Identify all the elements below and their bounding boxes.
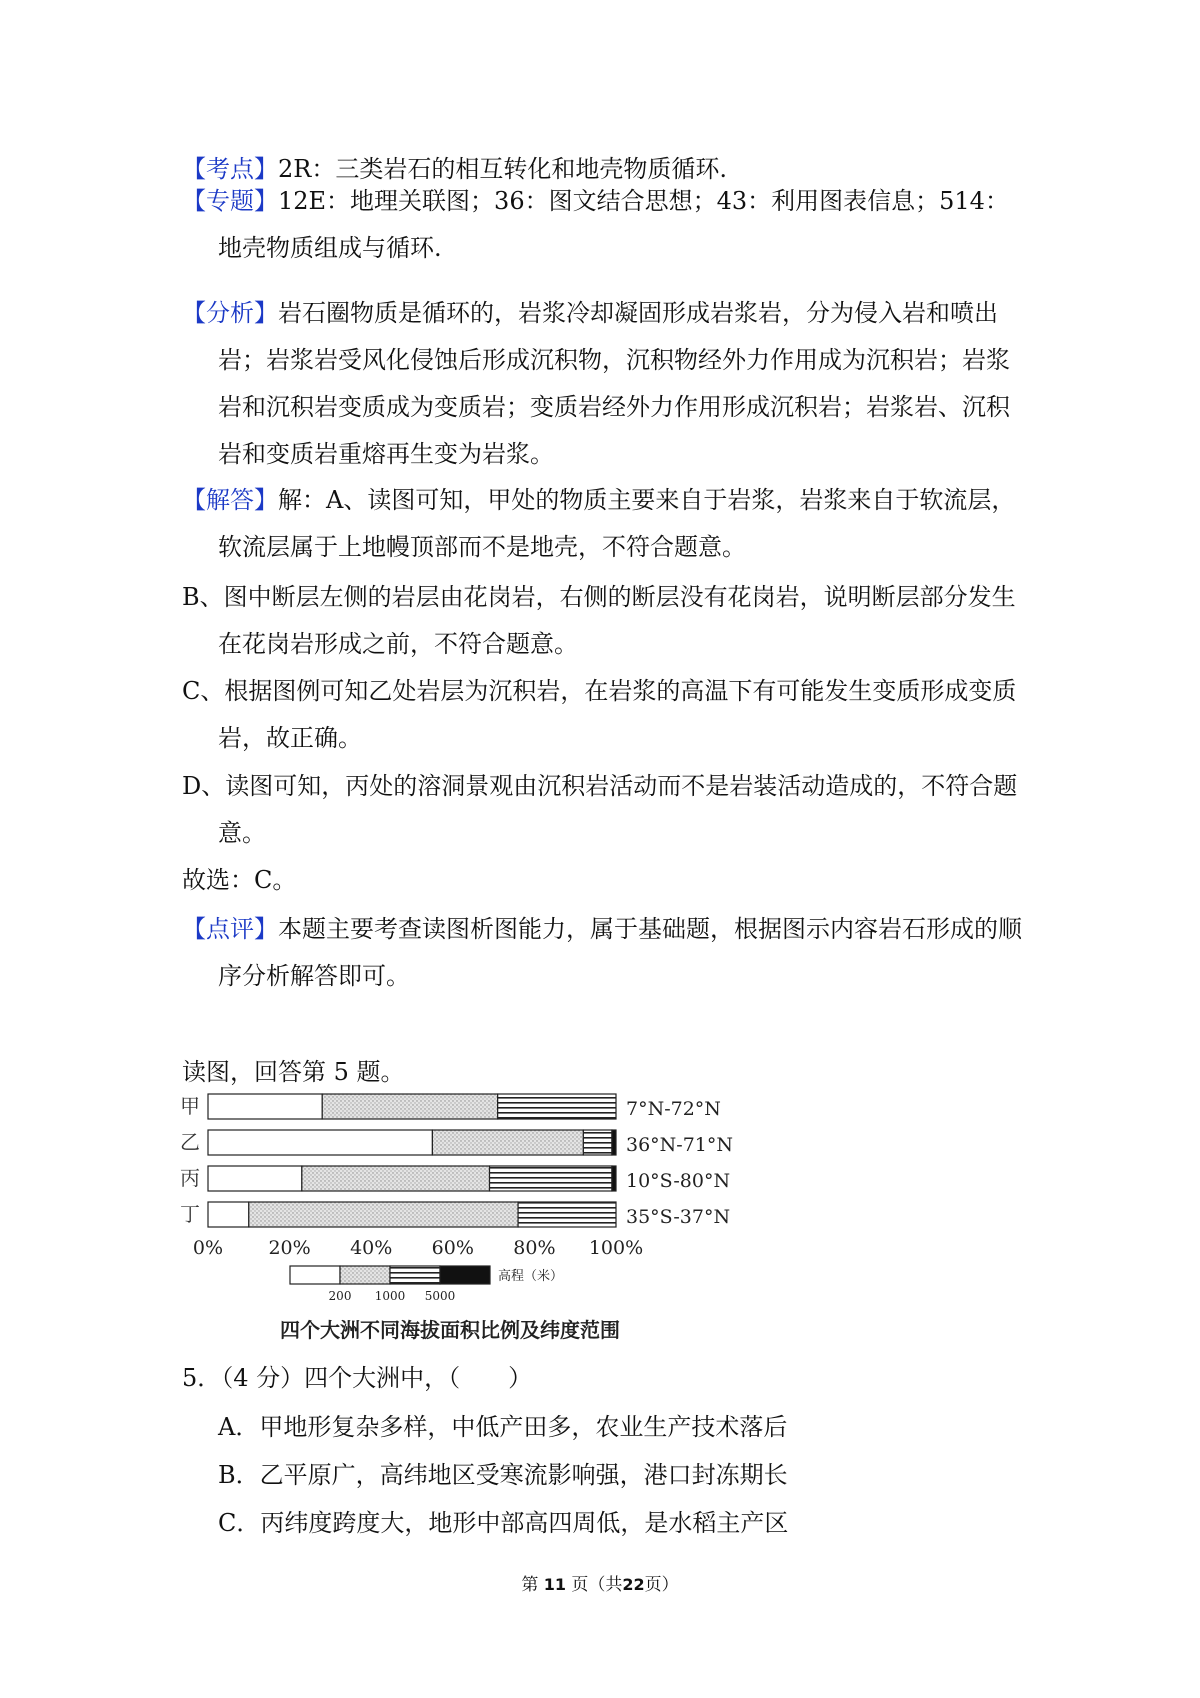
latitude-label: 35°S-37°N <box>626 1206 731 1228</box>
dianping-text: 本题主要考查读图析图能力，属于基础题，根据图示内容岩石形成的顺序分析解答即可。 <box>218 915 1022 990</box>
zhuanti-tag: 【专题】 <box>182 187 278 215</box>
x-tick-label: 0% <box>192 1237 224 1259</box>
fenxi-tag: 【分析】 <box>182 299 278 327</box>
legend-swatch-1 <box>340 1266 390 1284</box>
kaodian-tag: 【考点】 <box>182 155 278 183</box>
legend-title: 高程（米） <box>498 1269 564 1284</box>
zhuanti-text: 12E：地理关联图；36：图文结合思想；43：利用图表信息；514：地壳物质组成与循环. <box>218 187 1009 262</box>
option-a: A．甲地形复杂多样，中低产田多，农业生产技术落后 <box>218 1413 788 1441</box>
legend-swatch-3 <box>440 1266 490 1284</box>
question-intro: 读图，回答第 5 题。 <box>182 1058 405 1086</box>
category-label: 丙 <box>180 1166 200 1190</box>
dianping-paragraph <box>182 906 1027 1000</box>
bar-segment-乙-3 <box>612 1130 616 1155</box>
legend-tick-label: 200 <box>328 1289 352 1303</box>
bar-segment-乙-2 <box>583 1130 612 1155</box>
bar-segment-丁-1 <box>249 1202 518 1227</box>
bar-segment-丙-2 <box>490 1166 612 1191</box>
x-tick-label: 100% <box>588 1237 644 1259</box>
chart-title: 四个大洲不同海拔面积比例及纬度范围 <box>280 1318 620 1342</box>
question-stem: 5．（4 分）四个大洲中，（ ） <box>182 1364 533 1392</box>
jieda-paragraph <box>182 477 1027 571</box>
fenxi-paragraph <box>182 290 1027 478</box>
zhuanti-paragraph <box>182 178 1027 272</box>
option-c-analysis: C、根据图例可知乙处岩层为沉积岩，在岩浆的高温下有可能发生变质形成变质岩，故正确。 <box>182 677 1017 752</box>
option-b-analysis: B、图中断层左侧的岩层由花岗岩，右侧的断层没有花岗岩，说明断层部分发生在花岗岩形成之前，不符合题意。 <box>182 583 1016 658</box>
answer-line: 故选：C。 <box>182 866 297 894</box>
page-total: 22 <box>622 1575 645 1594</box>
legend-swatch-0 <box>290 1266 340 1284</box>
x-tick-label: 80% <box>513 1237 556 1259</box>
dianping-tag: 【点评】 <box>182 915 278 943</box>
bar-segment-甲-0 <box>208 1094 322 1119</box>
latitude-label: 36°N-71°N <box>626 1134 734 1156</box>
option-b: B．乙平原广，高纬地区受寒流影响强，港口封冻期长 <box>218 1461 788 1489</box>
bar-segment-乙-1 <box>432 1130 583 1155</box>
elevation-chart <box>180 1092 734 1342</box>
bar-segment-丁-0 <box>208 1202 249 1227</box>
latitude-label: 10°S-80°N <box>626 1170 731 1192</box>
bar-segment-甲-2 <box>498 1094 616 1119</box>
category-label: 丁 <box>180 1202 200 1226</box>
category-label: 乙 <box>180 1130 200 1154</box>
legend-swatch-2 <box>390 1266 440 1284</box>
fenxi-text: 岩石圈物质是循环的，岩浆冷却凝固形成岩浆岩，分为侵入岩和喷出岩；岩浆岩受风化侵蚀后形成沉积物，沉积物经外力作用成为沉积岩；岩浆岩和沉积岩变质成为变质岩；变质岩经外力作用形成沉积岩；岩浆岩、沉积岩和变质岩重熔再生变为岩浆。 <box>218 299 1010 468</box>
page-number: 11 <box>543 1575 566 1594</box>
latitude-label: 7°N-72°N <box>626 1098 721 1120</box>
bar-segment-丙-1 <box>302 1166 490 1191</box>
bar-segment-丙-0 <box>208 1166 302 1191</box>
x-tick-label: 20% <box>268 1237 311 1259</box>
x-tick-label: 40% <box>350 1237 393 1259</box>
x-tick-label: 60% <box>431 1237 474 1259</box>
option-c: C．丙纬度跨度大，地形中部高四周低，是水稻主产区 <box>218 1509 789 1537</box>
category-label: 甲 <box>180 1094 200 1118</box>
bar-segment-丁-2 <box>518 1202 616 1227</box>
kaodian-text: 2R：三类岩石的相互转化和地壳物质循环. <box>278 155 727 183</box>
bar-segment-甲-1 <box>322 1094 497 1119</box>
legend-tick-label: 1000 <box>374 1289 406 1303</box>
bar-segment-乙-0 <box>208 1130 432 1155</box>
page-footer: 第 11 页（共22页） <box>521 1575 679 1595</box>
jieda-tag: 【解答】 <box>182 486 278 514</box>
legend-tick-label: 5000 <box>424 1289 456 1303</box>
option-d-analysis: D、读图可知，丙处的溶洞景观由沉积岩活动而不是岩装活动造成的，不符合题意。 <box>182 772 1018 847</box>
jieda-text: 解：A、读图可知，甲处的物质主要来自于岩浆，岩浆来自于软流层，软流层属于上地幔顶部而不是地壳，不符合题意。 <box>218 486 1016 561</box>
bar-segment-丙-3 <box>612 1166 616 1191</box>
